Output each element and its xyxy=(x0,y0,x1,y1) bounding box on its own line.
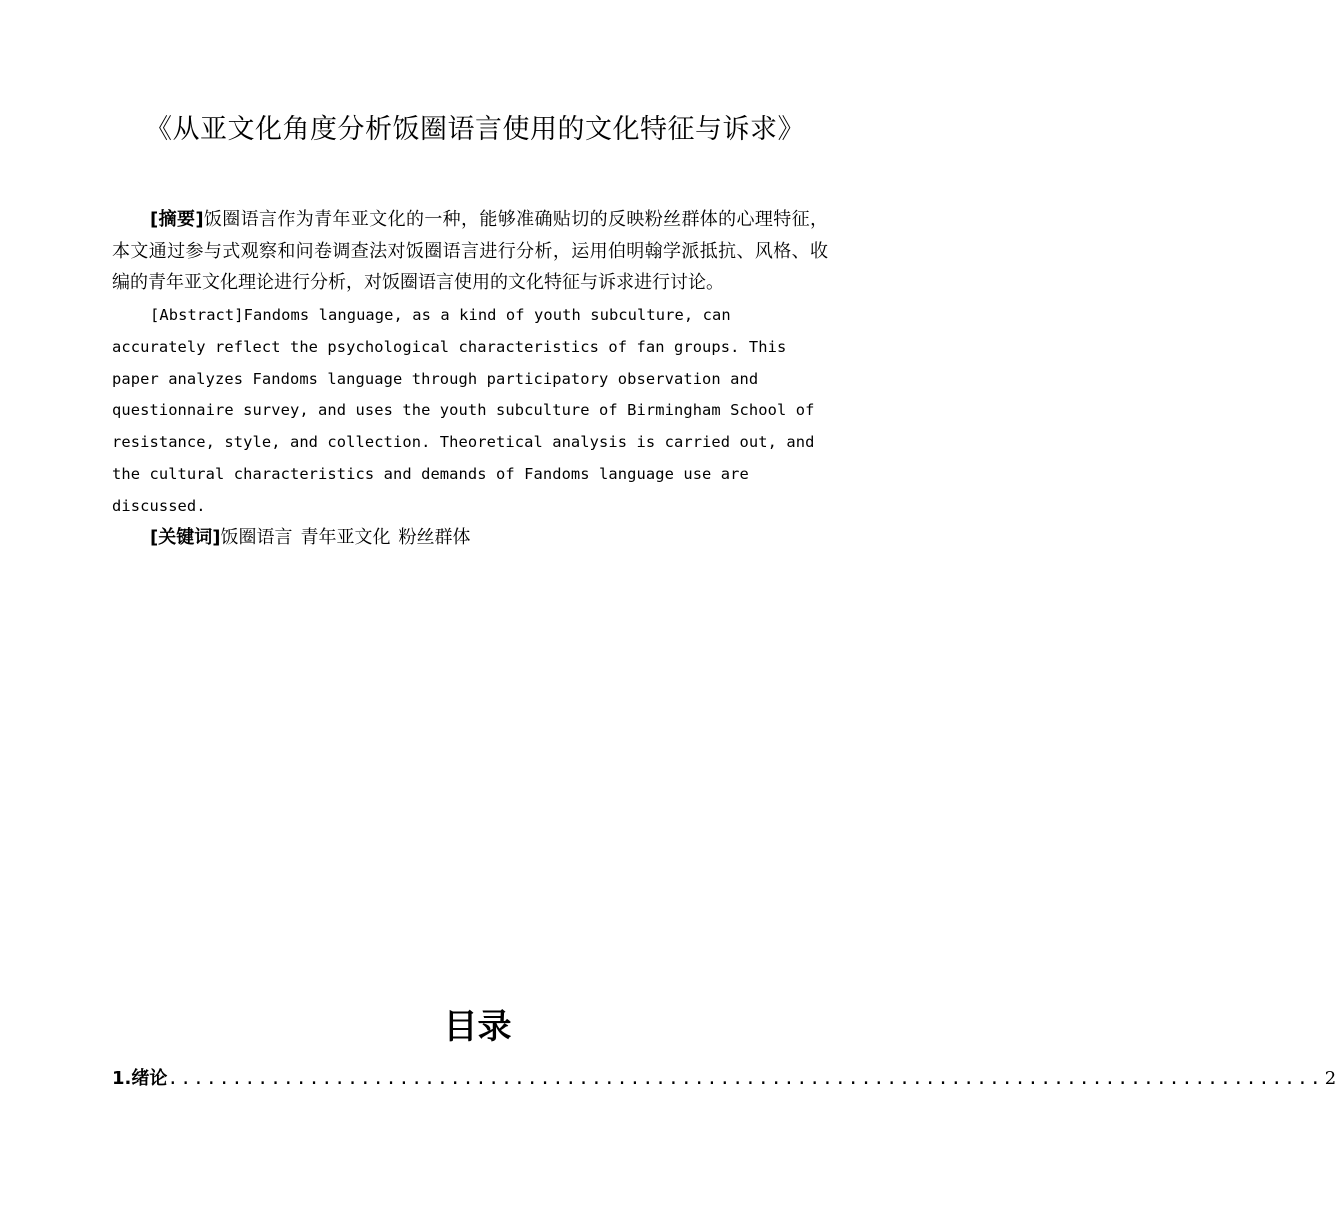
abstract-chinese-text: 饭圈语言作为青年亚文化的一种，能够准确贴切的反映粉丝群体的心理特征，本文通过参与式观察和问卷调查法对饭圈语言进行分析，运用伯明翰学派抵抗、风格、收编的青年亚文化理论进行分析，对饭圈语言使用的文化特征与诉求进行讨论。 xyxy=(112,209,829,293)
keyword-item: 饭圈语言 xyxy=(220,527,293,548)
keyword-item: 粉丝群体 xyxy=(398,527,471,548)
document-title: 《从亚文化角度分析饭圈语言使用的文化特征与诉求》 xyxy=(145,114,805,145)
toc-entry[interactable] xyxy=(112,1064,1336,1094)
toc-entry-page[interactable]: 2 xyxy=(1324,1068,1336,1089)
abstract-english-label: [Abstract] xyxy=(150,306,244,324)
abstract-chinese-label: [摘要] xyxy=(150,209,204,230)
abstract-english xyxy=(112,300,832,523)
toc-entry-leader: .......................................................................................... xyxy=(167,1068,1323,1089)
toc-entry-label[interactable]: 1.绪论 xyxy=(112,1068,168,1089)
keywords xyxy=(150,522,478,554)
toc-title: 目录 xyxy=(443,1007,512,1047)
abstract-chinese xyxy=(112,204,828,299)
keyword-item: 青年亚文化 xyxy=(300,527,391,548)
keywords-label: [关键词] xyxy=(150,527,221,548)
abstract-english-text: Fandoms language, as a kind of youth subculture, can accurately reflect the psychological characteristics of fan groups. This paper analyzes Fandoms language through participatory observation and questionnaire survey, and uses the youth subculture of Birmingham School of resistance, style, and collection. Theoretical analysis is carried out, and the cultural characteristics and demands of Fandoms language use are discussed. xyxy=(112,306,815,515)
